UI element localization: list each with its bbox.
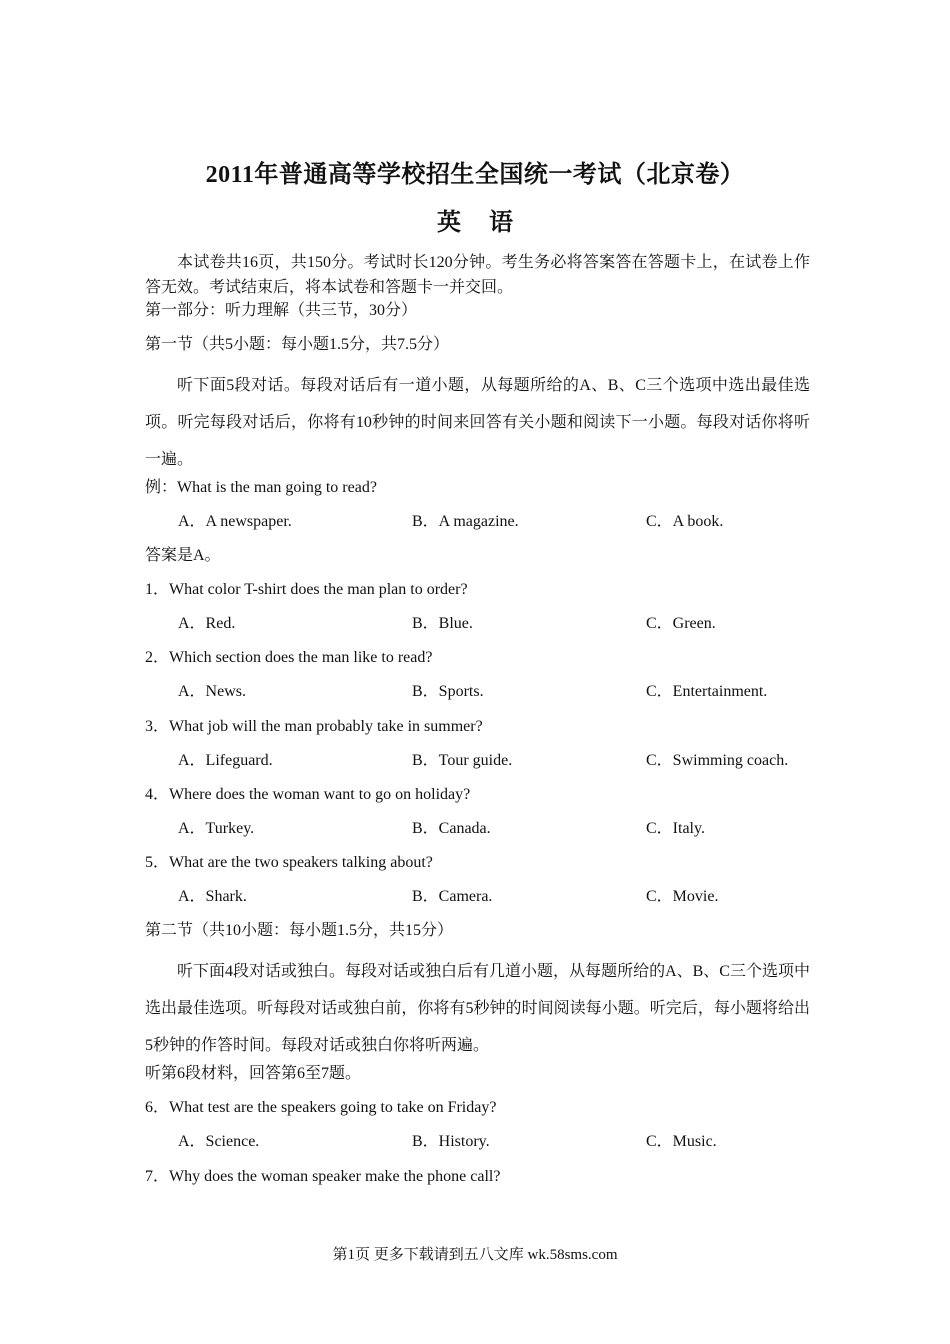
question-4-option-b: B．Canada. — [412, 820, 491, 837]
question-1-option-b: B．Blue. — [412, 615, 473, 632]
example-answer: 答案是A。 — [145, 547, 221, 564]
section2-instructions: 听下面4段对话或独白。每段对话或独白后有几道小题，从每题所给的A、B、C三个选项中选出最佳选项。听每段对话或独白前，你将有5秒钟的时间阅读每小题。听完后，每小题将给出5秒钟的作答时间。每段对话或独白你将听两遍。 — [145, 963, 810, 1054]
question-4-option-a: A．Turkey. — [178, 820, 255, 837]
section1-heading: 第一节（共5小题：每小题1.5分，共7.5分） — [145, 336, 450, 353]
exam-title: 2011年普通高等学校招生全国统一考试（北京卷） — [205, 162, 745, 188]
subject-char-2: 语 — [489, 210, 513, 236]
question-3: 3．What job will the man probably take in summer? — [145, 718, 483, 735]
question-5-option-a: A．Shark. — [178, 888, 247, 905]
question-2-option-a: A．News. — [178, 683, 246, 700]
page-footer: 第1页 更多下载请到五八文库 wk.58sms.com — [332, 1247, 618, 1263]
example-option-b: B．A magazine. — [412, 513, 519, 530]
question-2: 2．Which section does the man like to read? — [145, 649, 433, 666]
question-3-option-a: A．Lifeguard. — [178, 752, 273, 769]
material6-note: 听第6段材料，回答第6至7题。 — [145, 1065, 362, 1082]
example-option-c: C．A book. — [646, 513, 724, 530]
question-3-option-b: B．Tour guide. — [412, 752, 513, 769]
question-5: 5．What are the two speakers talking about? — [145, 854, 433, 871]
question-3-option-c: C．Swimming coach. — [646, 752, 789, 769]
question-1-option-c: C．Green. — [646, 615, 716, 632]
question-5-option-b: B．Camera. — [412, 888, 493, 905]
example-option-a: A．A newspaper. — [178, 513, 292, 530]
question-4-option-c: C．Italy. — [646, 820, 705, 837]
question-6: 6．What test are the speakers going to take on Friday? — [145, 1099, 497, 1116]
part1-heading: 第一部分：听力理解（共三节，30分） — [145, 302, 418, 319]
question-1-option-a: A．Red. — [178, 615, 236, 632]
question-6-option-c: C．Music. — [646, 1133, 717, 1150]
intro-paragraph: 本试卷共16页，共150分。考试时长120分钟。考生务必将答案答在答题卡上，在试卷上作答无效。考试结束后，将本试卷和答题卡一并交回。 — [145, 254, 810, 296]
subject-char-1: 英 — [437, 210, 461, 236]
question-6-option-a: A．Science. — [178, 1133, 260, 1150]
example-question: 例：What is the man going to read? — [145, 479, 377, 496]
question-2-option-b: B．Sports. — [412, 683, 484, 700]
question-6-option-b: B．History. — [412, 1133, 490, 1150]
section1-instructions: 听下面5段对话。每段对话后有一道小题，从每题所给的A、B、C三个选项中选出最佳选项。听完每段对话后，你将有10秒钟的时间来回答有关小题和阅读下一小题。每段对话你将听一遍。 — [145, 377, 810, 468]
question-1: 1．What color T-shirt does the man plan to order? — [145, 581, 468, 598]
question-5-option-c: C．Movie. — [646, 888, 719, 905]
question-4: 4．Where does the woman want to go on holiday? — [145, 786, 471, 803]
question-2-option-c: C．Entertainment. — [646, 683, 768, 700]
subject-title — [0, 206, 950, 240]
question-7: 7．Why does the woman speaker make the phone call? — [145, 1168, 501, 1185]
section2-heading: 第二节（共10小题：每小题1.5分，共15分） — [145, 922, 454, 939]
